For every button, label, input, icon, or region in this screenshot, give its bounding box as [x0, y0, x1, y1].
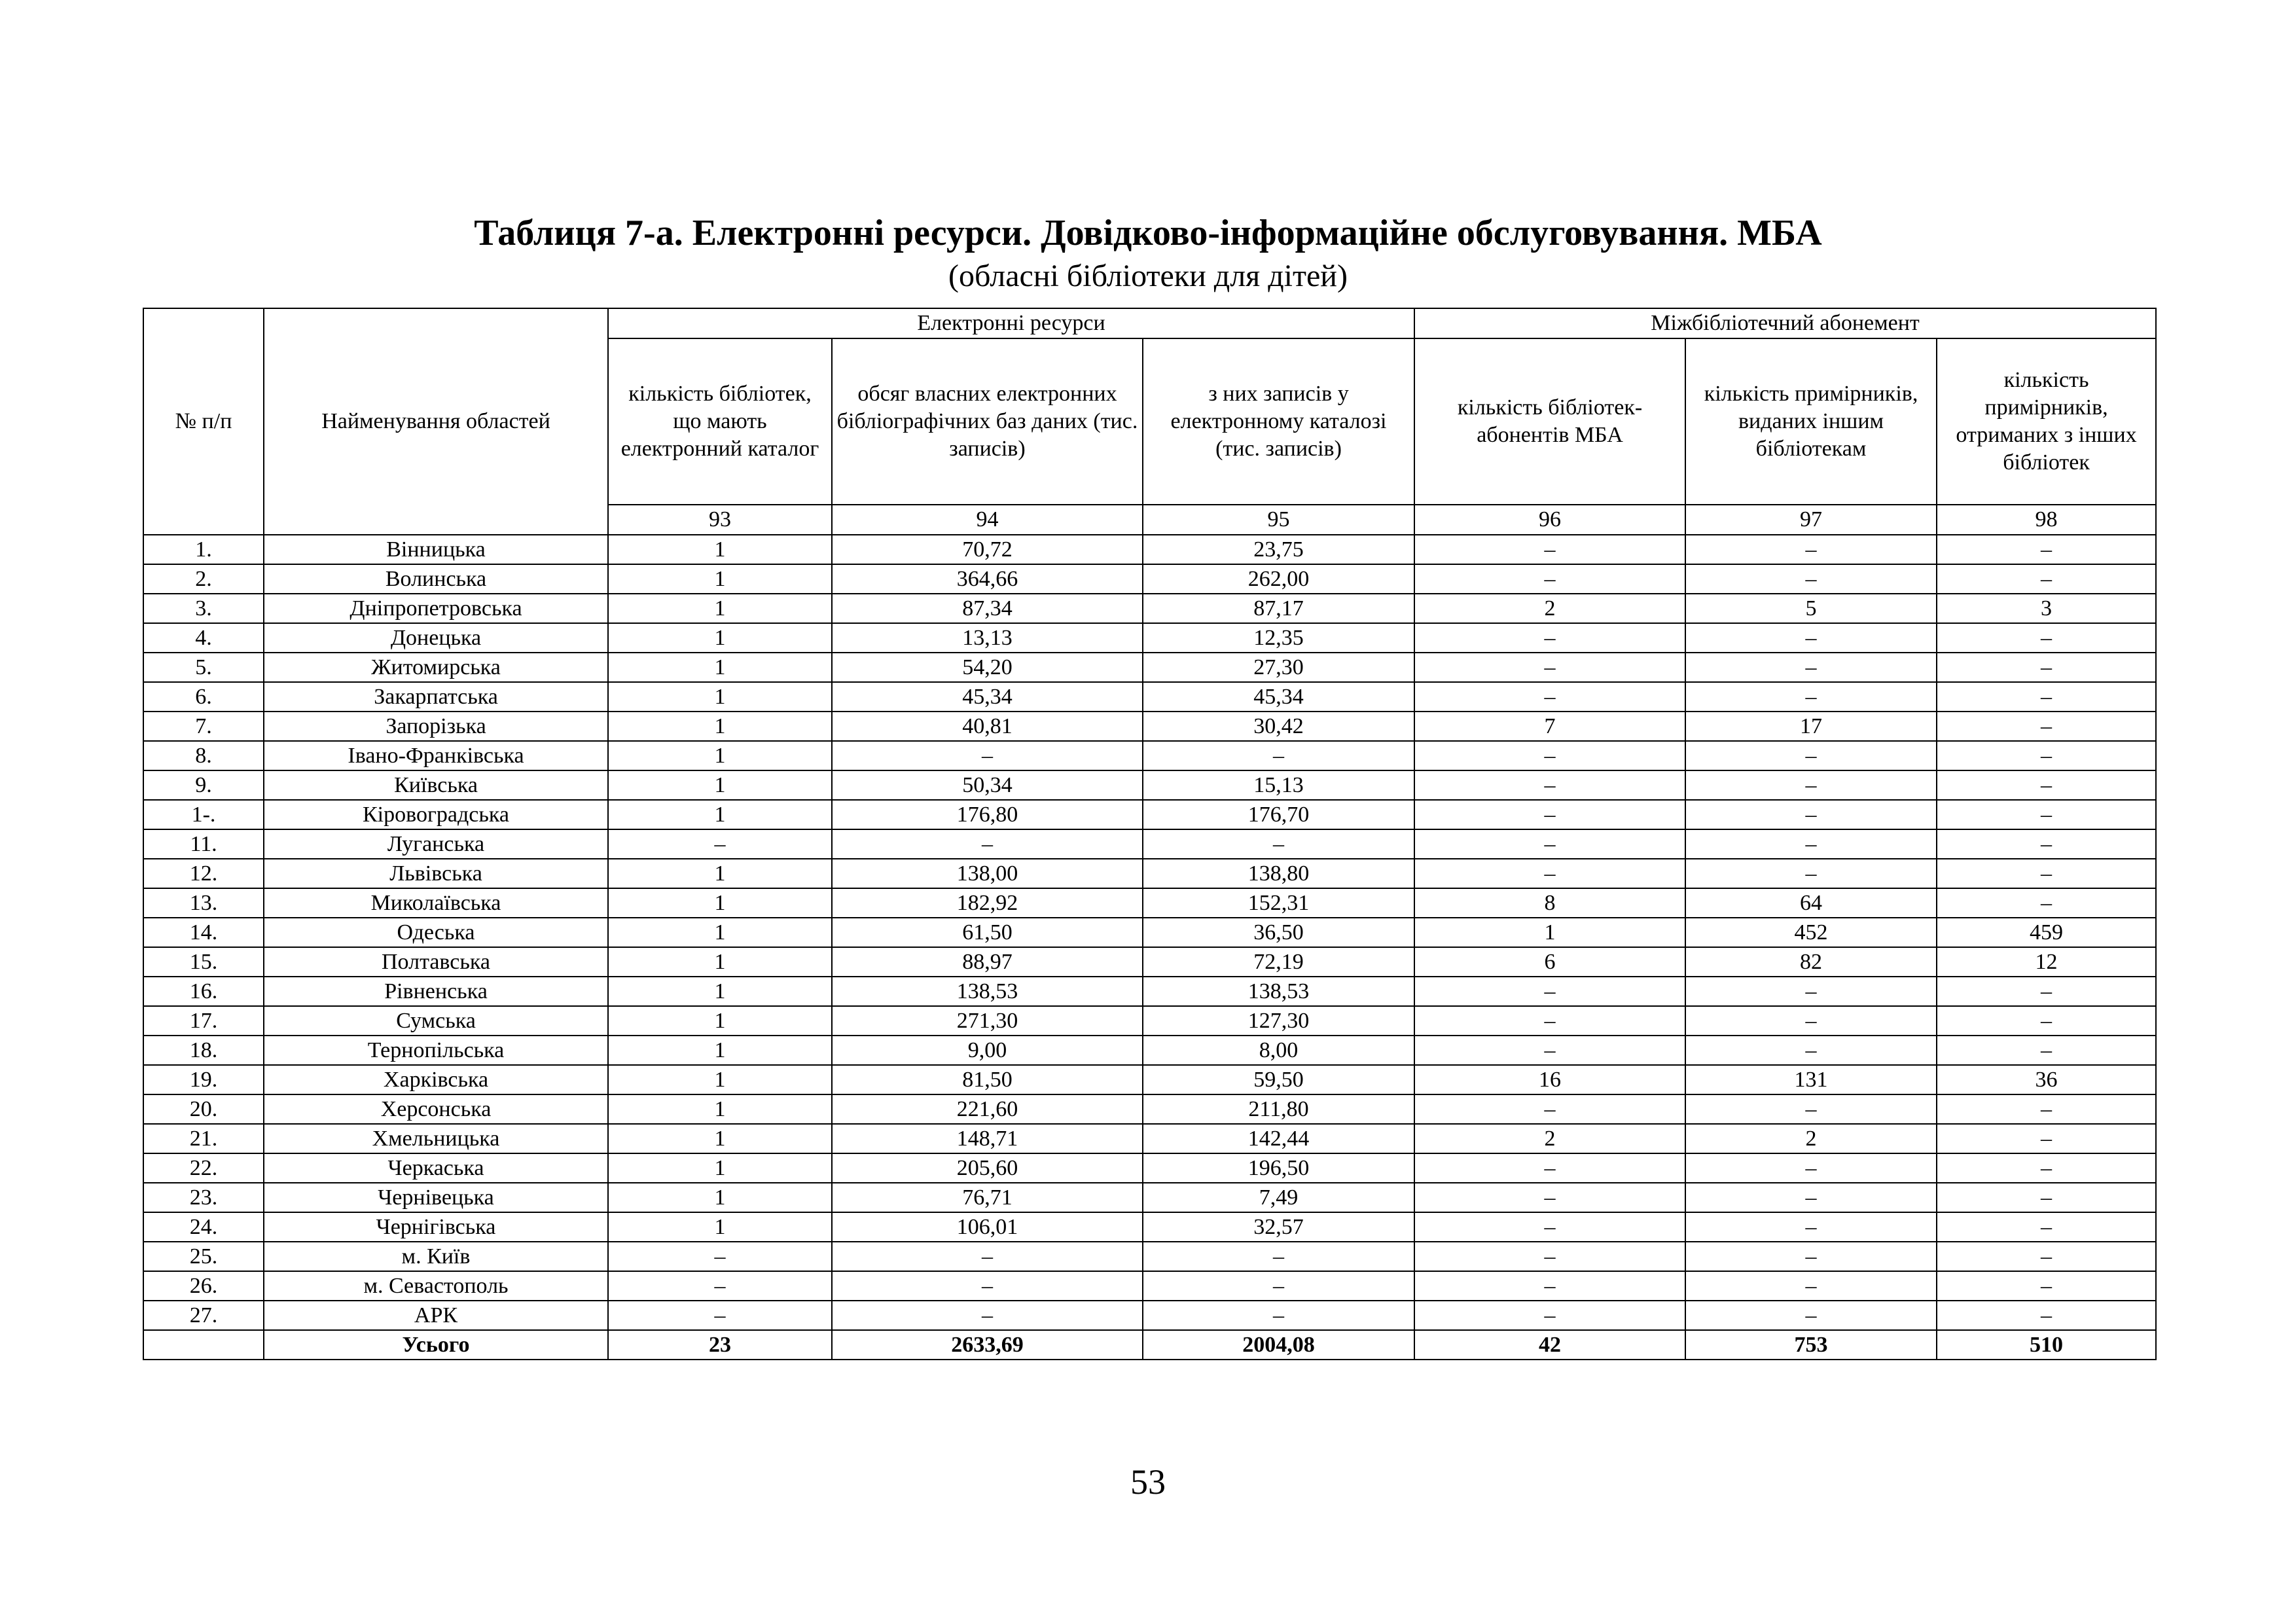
- value-cell: –: [1937, 829, 2156, 859]
- value-cell: –: [1414, 535, 1685, 564]
- value-cell: 45,34: [1143, 682, 1414, 712]
- value-cell: 64: [1685, 888, 1937, 918]
- value-cell: –: [1685, 1183, 1937, 1212]
- table-row: [143, 535, 2156, 564]
- value-cell: 127,30: [1143, 1006, 1414, 1036]
- region-name: Івано-Франківська: [264, 741, 608, 770]
- table-row: [143, 888, 2156, 918]
- header-col-own-databases-volume: обсяг власних електронних бібліографічних баз даних (тис. записів): [832, 338, 1143, 505]
- value-cell: 1: [608, 741, 832, 770]
- table-row: [143, 800, 2156, 829]
- value-cell: –: [1414, 1006, 1685, 1036]
- value-cell: 364,66: [832, 564, 1143, 594]
- row-number: 23.: [143, 1183, 264, 1212]
- value-cell: 138,00: [832, 859, 1143, 888]
- value-cell: 211,80: [1143, 1094, 1414, 1124]
- value-cell: 82: [1685, 947, 1937, 977]
- value-cell: 1: [1414, 918, 1685, 947]
- value-cell: 8,00: [1143, 1036, 1414, 1065]
- header-group-electronic-resources: Електронні ресурси: [608, 308, 1414, 338]
- value-cell: –: [1414, 741, 1685, 770]
- table-row: [143, 741, 2156, 770]
- row-number: 25.: [143, 1242, 264, 1271]
- table-row: [143, 1271, 2156, 1301]
- value-cell: –: [832, 829, 1143, 859]
- value-cell: 8: [1414, 888, 1685, 918]
- row-number: 14.: [143, 918, 264, 947]
- value-cell: –: [1685, 1242, 1937, 1271]
- value-cell: –: [1937, 859, 2156, 888]
- value-cell: –: [1414, 770, 1685, 800]
- value-cell: 106,01: [832, 1212, 1143, 1242]
- value-cell: 138,80: [1143, 859, 1414, 888]
- region-name: Рівненська: [264, 977, 608, 1006]
- value-cell: 1: [608, 1065, 832, 1094]
- table-row: [143, 564, 2156, 594]
- table-row: [143, 1212, 2156, 1242]
- value-cell: 7,49: [1143, 1183, 1414, 1212]
- table-row: [143, 770, 2156, 800]
- header-col-number: 95: [1143, 505, 1414, 535]
- table-row: [143, 653, 2156, 682]
- table-row: [143, 1242, 2156, 1271]
- value-cell: –: [1685, 1153, 1937, 1183]
- value-cell: 12,35: [1143, 623, 1414, 653]
- value-cell: 2: [1685, 1124, 1937, 1153]
- region-name: Кіровоградська: [264, 800, 608, 829]
- region-name: Закарпатська: [264, 682, 608, 712]
- region-name: Львівська: [264, 859, 608, 888]
- value-cell: –: [1685, 741, 1937, 770]
- total-value-cell: 2004,08: [1143, 1330, 1414, 1360]
- table-row: [143, 1153, 2156, 1183]
- value-cell: –: [1685, 1271, 1937, 1301]
- value-cell: –: [1937, 888, 2156, 918]
- value-cell: –: [1143, 829, 1414, 859]
- page-title: Таблиця 7-а. Електронні ресурси. Довідково-інформаційне обслуговування. МБА: [474, 213, 1822, 253]
- row-number: 13.: [143, 888, 264, 918]
- value-cell: –: [1937, 623, 2156, 653]
- value-cell: –: [1937, 1271, 2156, 1301]
- value-cell: 1: [608, 1153, 832, 1183]
- total-value-cell: 753: [1685, 1330, 1937, 1360]
- value-cell: –: [1685, 1036, 1937, 1065]
- table-row: [143, 977, 2156, 1006]
- total-label: Усього: [264, 1330, 608, 1360]
- region-name: Миколаївська: [264, 888, 608, 918]
- value-cell: –: [832, 1301, 1143, 1330]
- row-number: 17.: [143, 1006, 264, 1036]
- value-cell: –: [1685, 800, 1937, 829]
- header-region-name: Найменування областей: [264, 308, 608, 535]
- table-row: [143, 918, 2156, 947]
- value-cell: –: [1937, 653, 2156, 682]
- value-cell: 6: [1414, 947, 1685, 977]
- region-name: Дніпропетровська: [264, 594, 608, 623]
- value-cell: –: [1937, 770, 2156, 800]
- value-cell: 1: [608, 977, 832, 1006]
- region-name: Волинська: [264, 564, 608, 594]
- table-row: [143, 682, 2156, 712]
- data-table: [143, 308, 2157, 1360]
- value-cell: –: [1414, 1301, 1685, 1330]
- value-cell: –: [1937, 682, 2156, 712]
- value-cell: 1: [608, 564, 832, 594]
- value-cell: –: [1143, 741, 1414, 770]
- row-number: 24.: [143, 1212, 264, 1242]
- row-number: 20.: [143, 1094, 264, 1124]
- value-cell: 88,97: [832, 947, 1143, 977]
- value-cell: –: [1685, 1212, 1937, 1242]
- header-col-number: 94: [832, 505, 1143, 535]
- row-number: 16.: [143, 977, 264, 1006]
- value-cell: –: [1937, 800, 2156, 829]
- total-row: [143, 1330, 2156, 1360]
- header-group-interlibrary-loan: Міжбібліотечний абонемент: [1414, 308, 2156, 338]
- value-cell: –: [1937, 1094, 2156, 1124]
- value-cell: 221,60: [832, 1094, 1143, 1124]
- value-cell: 1: [608, 859, 832, 888]
- value-cell: –: [1414, 977, 1685, 1006]
- value-cell: 59,50: [1143, 1065, 1414, 1094]
- value-cell: –: [1937, 1301, 2156, 1330]
- table-row: [143, 1124, 2156, 1153]
- table-row: [143, 1183, 2156, 1212]
- value-cell: 13,13: [832, 623, 1143, 653]
- table-row: [143, 1036, 2156, 1065]
- region-name: м. Севастополь: [264, 1271, 608, 1301]
- value-cell: –: [1414, 564, 1685, 594]
- table-row: [143, 1301, 2156, 1330]
- value-cell: 452: [1685, 918, 1937, 947]
- row-number: 27.: [143, 1301, 264, 1330]
- value-cell: –: [1414, 1094, 1685, 1124]
- value-cell: 1: [608, 535, 832, 564]
- value-cell: 1: [608, 594, 832, 623]
- region-name: Херсонська: [264, 1094, 608, 1124]
- value-cell: –: [1937, 1006, 2156, 1036]
- value-cell: 176,80: [832, 800, 1143, 829]
- value-cell: 131: [1685, 1065, 1937, 1094]
- table-row: [143, 594, 2156, 623]
- value-cell: 16: [1414, 1065, 1685, 1094]
- value-cell: 196,50: [1143, 1153, 1414, 1183]
- total-value-cell: 42: [1414, 1330, 1685, 1360]
- value-cell: 1: [608, 1212, 832, 1242]
- region-name: Запорізька: [264, 712, 608, 741]
- value-cell: 176,70: [1143, 800, 1414, 829]
- value-cell: 142,44: [1143, 1124, 1414, 1153]
- value-cell: –: [1937, 712, 2156, 741]
- row-number: 4.: [143, 623, 264, 653]
- header-col-copies-lent: кількість примірників, виданих іншим бібліотекам: [1685, 338, 1937, 505]
- value-cell: –: [1937, 1153, 2156, 1183]
- value-cell: 1: [608, 682, 832, 712]
- value-cell: –: [1685, 1006, 1937, 1036]
- header-col-number: 96: [1414, 505, 1685, 535]
- value-cell: 70,72: [832, 535, 1143, 564]
- row-number: 9.: [143, 770, 264, 800]
- header-col-catalog-records: з них записів у електронному каталозі (тис. записів): [1143, 338, 1414, 505]
- value-cell: –: [1937, 977, 2156, 1006]
- region-name: Харківська: [264, 1065, 608, 1094]
- total-empty-cell: [143, 1330, 264, 1360]
- header-col-number: 98: [1937, 505, 2156, 535]
- value-cell: 262,00: [1143, 564, 1414, 594]
- row-number: 8.: [143, 741, 264, 770]
- value-cell: –: [1143, 1242, 1414, 1271]
- value-cell: –: [1685, 653, 1937, 682]
- value-cell: –: [1937, 564, 2156, 594]
- value-cell: –: [608, 1242, 832, 1271]
- value-cell: –: [1143, 1271, 1414, 1301]
- value-cell: –: [608, 829, 832, 859]
- value-cell: –: [1414, 859, 1685, 888]
- value-cell: 3: [1937, 594, 2156, 623]
- value-cell: 87,17: [1143, 594, 1414, 623]
- row-number: 1-.: [143, 800, 264, 829]
- region-name: Хмельницька: [264, 1124, 608, 1153]
- value-cell: –: [1685, 564, 1937, 594]
- value-cell: 1: [608, 1036, 832, 1065]
- header-col-mba-subscribers: кількість бібліотек-абонентів МБА: [1414, 338, 1685, 505]
- value-cell: 138,53: [832, 977, 1143, 1006]
- value-cell: 1: [608, 1183, 832, 1212]
- table-row: [143, 1006, 2156, 1036]
- value-cell: –: [1414, 1212, 1685, 1242]
- value-cell: 2: [1414, 1124, 1685, 1153]
- header-col-number: 93: [608, 505, 832, 535]
- value-cell: 459: [1937, 918, 2156, 947]
- value-cell: –: [1143, 1301, 1414, 1330]
- value-cell: 1: [608, 1094, 832, 1124]
- value-cell: 15,13: [1143, 770, 1414, 800]
- value-cell: –: [1414, 1183, 1685, 1212]
- row-number: 26.: [143, 1271, 264, 1301]
- table-row: [143, 829, 2156, 859]
- row-number: 3.: [143, 594, 264, 623]
- row-number: 6.: [143, 682, 264, 712]
- value-cell: –: [832, 1271, 1143, 1301]
- total-value-cell: 510: [1937, 1330, 2156, 1360]
- row-number: 2.: [143, 564, 264, 594]
- value-cell: 182,92: [832, 888, 1143, 918]
- region-name: Чернігівська: [264, 1212, 608, 1242]
- value-cell: –: [1685, 535, 1937, 564]
- region-name: Луганська: [264, 829, 608, 859]
- region-name: Черкаська: [264, 1153, 608, 1183]
- value-cell: –: [1937, 535, 2156, 564]
- value-cell: –: [1414, 1271, 1685, 1301]
- value-cell: –: [1685, 1094, 1937, 1124]
- region-name: Вінницька: [264, 535, 608, 564]
- row-number: 7.: [143, 712, 264, 741]
- value-cell: 45,34: [832, 682, 1143, 712]
- row-number: 21.: [143, 1124, 264, 1153]
- value-cell: 271,30: [832, 1006, 1143, 1036]
- table-row: [143, 947, 2156, 977]
- value-cell: 1: [608, 712, 832, 741]
- row-number: 5.: [143, 653, 264, 682]
- page-subtitle: (обласні бібліотеки для дітей): [948, 259, 1348, 293]
- value-cell: 5: [1685, 594, 1937, 623]
- total-value-cell: 2633,69: [832, 1330, 1143, 1360]
- row-number: 11.: [143, 829, 264, 859]
- value-cell: 32,57: [1143, 1212, 1414, 1242]
- region-name: м. Київ: [264, 1242, 608, 1271]
- value-cell: –: [1937, 1183, 2156, 1212]
- value-cell: 138,53: [1143, 977, 1414, 1006]
- region-name: АРК: [264, 1301, 608, 1330]
- value-cell: –: [1414, 829, 1685, 859]
- table-row: [143, 712, 2156, 741]
- value-cell: –: [1685, 682, 1937, 712]
- table-row: [143, 623, 2156, 653]
- header-col-copies-received: кількість примірників, отриманих з інших бібліотек: [1937, 338, 2156, 505]
- value-cell: 1: [608, 770, 832, 800]
- value-cell: –: [1414, 1036, 1685, 1065]
- value-cell: 72,19: [1143, 947, 1414, 977]
- value-cell: –: [1414, 682, 1685, 712]
- value-cell: –: [1414, 623, 1685, 653]
- value-cell: –: [1937, 1124, 2156, 1153]
- value-cell: –: [832, 741, 1143, 770]
- value-cell: –: [1685, 1301, 1937, 1330]
- value-cell: 36: [1937, 1065, 2156, 1094]
- value-cell: –: [1937, 1242, 2156, 1271]
- header-col-libraries-with-catalog: кількість бібліотек, що мають електронний каталог: [608, 338, 832, 505]
- value-cell: 1: [608, 1124, 832, 1153]
- value-cell: 87,34: [832, 594, 1143, 623]
- table-header: [143, 308, 2156, 535]
- row-number: 12.: [143, 859, 264, 888]
- row-number: 18.: [143, 1036, 264, 1065]
- table-row: [143, 1065, 2156, 1094]
- region-name: Житомирська: [264, 653, 608, 682]
- value-cell: –: [1685, 770, 1937, 800]
- table-body: [143, 535, 2156, 1360]
- value-cell: –: [1937, 1212, 2156, 1242]
- value-cell: 1: [608, 1006, 832, 1036]
- value-cell: 1: [608, 623, 832, 653]
- value-cell: –: [1685, 623, 1937, 653]
- value-cell: 1: [608, 653, 832, 682]
- region-name: Сумська: [264, 1006, 608, 1036]
- value-cell: 152,31: [1143, 888, 1414, 918]
- row-number: 22.: [143, 1153, 264, 1183]
- value-cell: –: [1414, 800, 1685, 829]
- value-cell: –: [1937, 1036, 2156, 1065]
- value-cell: 61,50: [832, 918, 1143, 947]
- value-cell: –: [1685, 859, 1937, 888]
- value-cell: 7: [1414, 712, 1685, 741]
- value-cell: 1: [608, 888, 832, 918]
- value-cell: –: [1414, 1242, 1685, 1271]
- value-cell: 36,50: [1143, 918, 1414, 947]
- value-cell: 27,30: [1143, 653, 1414, 682]
- header-num: № п/п: [143, 308, 264, 535]
- total-value-cell: 23: [608, 1330, 832, 1360]
- row-number: 1.: [143, 535, 264, 564]
- header-col-number: 97: [1685, 505, 1937, 535]
- row-number: 15.: [143, 947, 264, 977]
- value-cell: 54,20: [832, 653, 1143, 682]
- value-cell: –: [608, 1301, 832, 1330]
- value-cell: 9,00: [832, 1036, 1143, 1065]
- page-number: 53: [1130, 1462, 1166, 1502]
- value-cell: 81,50: [832, 1065, 1143, 1094]
- value-cell: 148,71: [832, 1124, 1143, 1153]
- region-name: Донецька: [264, 623, 608, 653]
- value-cell: 205,60: [832, 1153, 1143, 1183]
- value-cell: –: [832, 1242, 1143, 1271]
- region-name: Чернівецька: [264, 1183, 608, 1212]
- region-name: Київська: [264, 770, 608, 800]
- value-cell: –: [1685, 977, 1937, 1006]
- value-cell: 50,34: [832, 770, 1143, 800]
- value-cell: 76,71: [832, 1183, 1143, 1212]
- value-cell: –: [608, 1271, 832, 1301]
- value-cell: 30,42: [1143, 712, 1414, 741]
- value-cell: –: [1414, 653, 1685, 682]
- value-cell: –: [1414, 1153, 1685, 1183]
- table-row: [143, 859, 2156, 888]
- value-cell: 40,81: [832, 712, 1143, 741]
- value-cell: 1: [608, 800, 832, 829]
- region-name: Одеська: [264, 918, 608, 947]
- value-cell: 17: [1685, 712, 1937, 741]
- region-name: Полтавська: [264, 947, 608, 977]
- table-row: [143, 1094, 2156, 1124]
- value-cell: 1: [608, 947, 832, 977]
- value-cell: 12: [1937, 947, 2156, 977]
- region-name: Тернопільська: [264, 1036, 608, 1065]
- row-number: 19.: [143, 1065, 264, 1094]
- value-cell: 2: [1414, 594, 1685, 623]
- value-cell: 1: [608, 918, 832, 947]
- value-cell: –: [1937, 741, 2156, 770]
- value-cell: 23,75: [1143, 535, 1414, 564]
- value-cell: –: [1685, 829, 1937, 859]
